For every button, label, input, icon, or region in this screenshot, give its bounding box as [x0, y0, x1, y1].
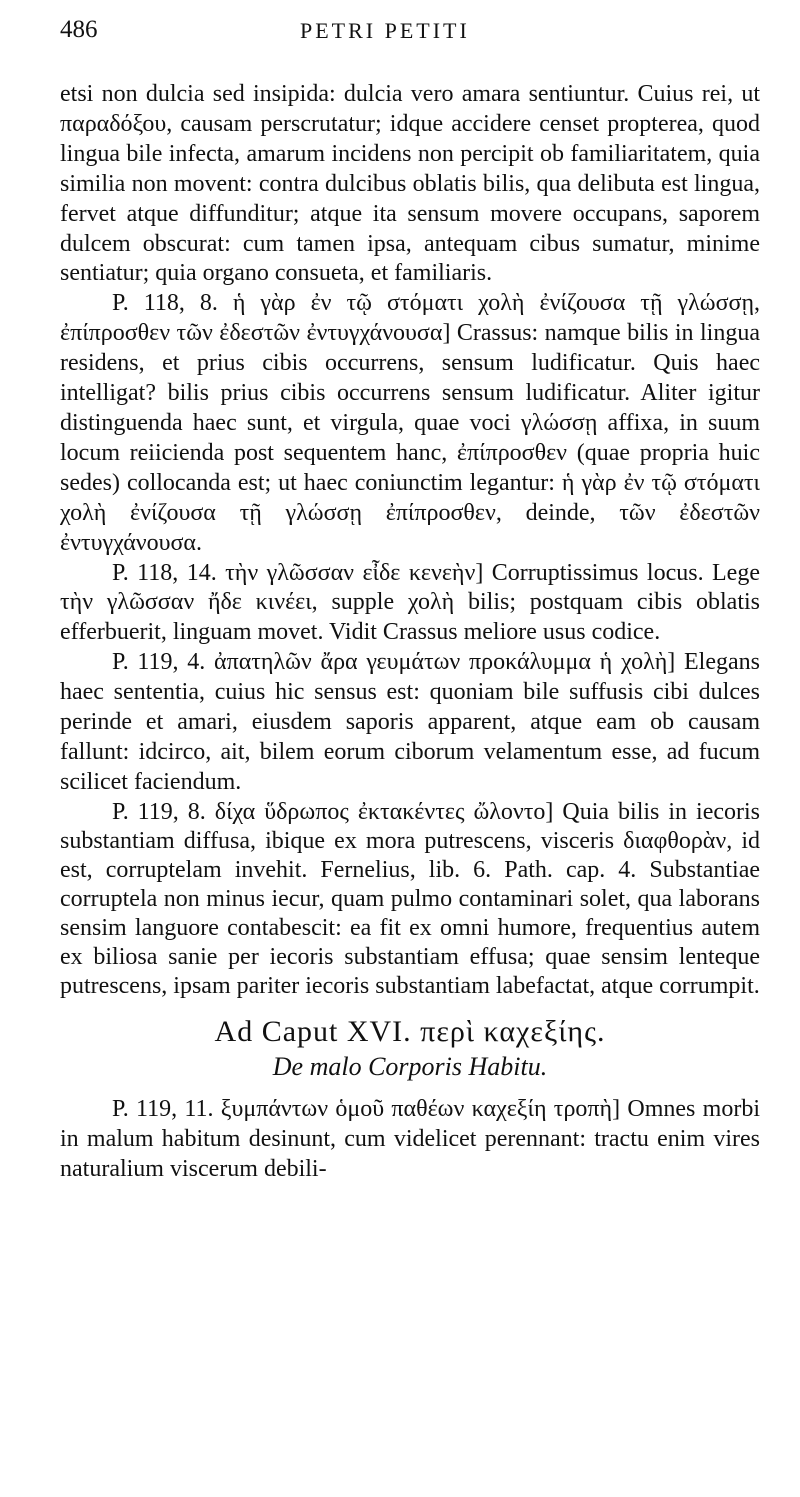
- page-number: 486: [60, 16, 98, 43]
- note-p119-8: P. 119, 8. δίχα ὕδρωπος ἐκτακέντες ὤλοντο] Quia bilis in iecoris substantiam diffusa, ibique ex mora putrescens, visceris διαφθορὰν, id est, corruptelam invehit. Fernelius, lib. 6. Path. cap. 4. Substantiae corruptela non minus iecur, quam pulmo contaminari solet, qua laborans sensim languore contabescit: ea fit ex omni humore, frequentius autem ex biliosa sanie per iecoris substantiam effusa; quae sensim lenteque putrescens, ipsam pariter iecoris substantiam labefactat, atque corrumpit.: [60, 798, 760, 999]
- note-p118-8: P. 118, 8. ἡ γὰρ ἐν τῷ στόματι χολὴ ἐνίζουσα τῇ γλώσσῃ, ἐπίπροσθεν τῶν ἐδεστῶν ἐντυγχάνουσα] Crassus: namque bilis in lingua residens, et prius cibis occurrens, sensum ludificatur. Quis haec intelligat? bilis prius cibis occurrens sensum ludificatur. Aliter igitur distinguenda haec sunt, et virgula, quae voci γλώσσῃ affixa, in suum locum reiicienda post sequentem hanc, ἐπίπροσθεν (quae propria huic sedes) collocanda est; ut haec coniunctim legantur: ἡ γὰρ ἐν τῷ στόματι χολὴ ἐνίζουσα τῇ γλώσσῃ ἐπίπροσθεν, deinde, τῶν ἐδεστῶν ἐντυγχάνουσα.: [60, 290, 760, 556]
- page-header: [60, 16, 760, 56]
- note-p119-4: P. 119, 4. ἀπατηλῶν ἄρα γευμάτων προκάλυμμα ἡ χολὴ] Elegans haec sententia, cuius hic sensus est: quoniam bile suffusis cibi dulces perinde et amari, eiusdem saporis apparent, atque eam ob causam fallunt: idcirco, ait, bilem eorum ciborum velamentum esse, ad fucum scilicet faciendum.: [60, 649, 760, 795]
- page-body: [60, 80, 760, 1184]
- note-p119-11: P. 119, 11. ξυμπάντων ὁμοῦ παθέων καχεξίη τροπὴ] Omnes morbi in malum habitum desinunt, cum videlicet perennant: tractu enim vires naturalium viscerum debili-: [60, 1095, 760, 1182]
- running-head: PETRI PETITI: [300, 18, 470, 43]
- section-heading: [60, 1013, 760, 1083]
- paragraph-continuation: etsi non dulcia sed insipida: dulcia vero amara sentiuntur. Cuius rei, ut παραδόξου, causam perscrutatur; idque accidere censet propterea, quod lingua bile infecta, amarum incidens non percipit ob familiaritatem, quia similia non movent: contra dulcibus oblatis bilis, qua delibuta est lingua, fervet atque diffunditur; atque ita sensum movere occupans, saporem dulcem obscurat: cum tamen ipsa, antequam cibus sumatur, minime sentiatur; quia organo consueta, et familiaris.: [60, 81, 760, 287]
- section-subtitle: De malo Corporis Habitu.: [272, 1051, 548, 1081]
- section-title: Ad Caput XVI. περὶ καχεξίης.: [214, 1014, 606, 1048]
- note-p118-14: P. 118, 14. τὴν γλῶσσαν εἶδε κενεὴν] Corruptissimus locus. Lege τὴν γλῶσσαν ἤδε κινέει, supple χολὴ bilis; postquam cibis oblatis efferbuerit, linguam movet. Vidit Crassus meliore usus codice.: [60, 559, 760, 646]
